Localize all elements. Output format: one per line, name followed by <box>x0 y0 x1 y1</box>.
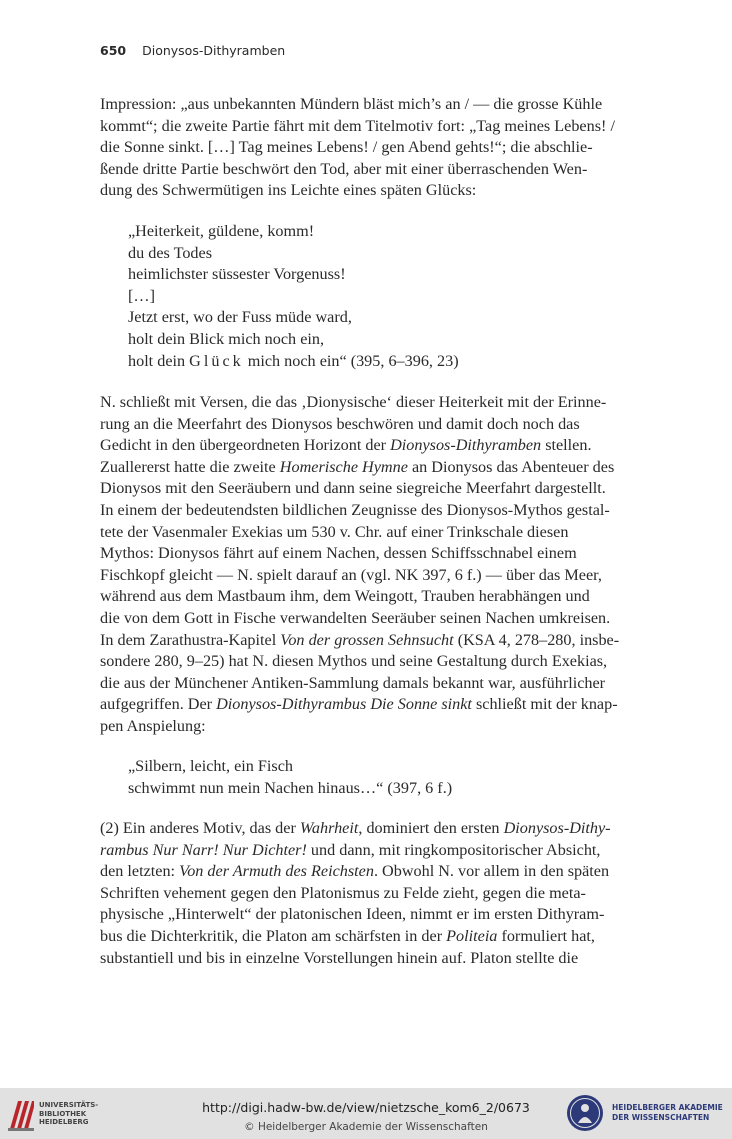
text-segment: In dem Zarathustra-Kapitel <box>100 630 281 649</box>
text-segment: . Obwohl N. vor allem in den späten <box>373 862 610 881</box>
verse-segment: mich noch ein“ (395, 6–396, 23) <box>243 351 459 370</box>
text-segment: aufgegriffen. Der <box>100 695 217 714</box>
academy-name-line: DER WISSENSCHAFTEN <box>612 1113 710 1122</box>
library-name-line: BIBLIOTHEK <box>39 1109 87 1118</box>
italic-title: rambus Nur Narr! Nur Dichter! <box>100 840 307 859</box>
library-name-line: HEIDELBERG <box>39 1118 89 1127</box>
text-segment: bus die Dichterkritik, die Platon am schärfsten in der <box>100 926 447 945</box>
paragraph-3 <box>100 818 648 969</box>
text-line: die Sonne sinkt. […] Tag meines Lebens! / gen Abend gehts!“; die abschlie- <box>100 138 593 157</box>
text-segment: (2) Ein anderes Motiv, das der <box>100 819 300 837</box>
footer-bar <box>0 1088 732 1139</box>
academy-seal-icon <box>566 1094 604 1132</box>
verse-line: heimlichster süssester Vorgenuss! <box>128 265 346 284</box>
academy-logo[interactable] <box>566 1094 723 1132</box>
verse-line <box>128 351 459 373</box>
text-line: N. schließt mit Versen, die das ‚Dionysische‘ dieser Heiterkeit mit der Erinne- <box>100 393 607 411</box>
verse-line: „Heiterkeit, güldene, komm! <box>128 222 315 240</box>
academy-name-line: HEIDELBERGER AKADEMIE <box>612 1103 723 1112</box>
italic-title: Dionysos-Dithyrambus Die Sonne sinkt <box>216 695 472 714</box>
text-segment: formuliert hat, <box>497 926 595 945</box>
text-segment: Gedicht in den übergeordneten Horizont der <box>100 436 391 455</box>
academy-name <box>612 1103 723 1123</box>
text-line: physische „Hinterwelt“ der platonischen Ideen, nimmt er im ersten Dithyram- <box>100 905 605 924</box>
running-title: Dionysos-Dithyramben <box>142 43 286 58</box>
library-name-line: UNIVERSITÄTS- <box>39 1101 99 1110</box>
spaced-word: Glück <box>189 351 244 370</box>
text-line: Schriften vehement gegen den Platonismus zu Felde zieht, gegen die meta- <box>100 883 586 902</box>
text-line: rung an die Meerfahrt des Dionysos beschwören und damit doch noch das <box>100 414 580 433</box>
text-segment: (KSA 4, 278–280, insbe- <box>453 630 620 649</box>
verse-segment: holt dein <box>128 351 190 370</box>
text-segment: den letzten: <box>100 862 180 881</box>
text-line: ßende dritte Partie beschwört den Tod, aber mit einer überraschenden Wen- <box>100 159 588 178</box>
text-line: die von dem Gott in Fische verwandelten Seeräuber seinen Nachen umkreisen. <box>100 608 611 627</box>
italic-title: Dionysos-Dithy- <box>503 819 611 837</box>
verse-line: holt dein Blick mich noch ein, <box>128 329 325 348</box>
text-segment: stellen. <box>541 436 592 455</box>
text-line: Fischkopf gleicht — N. spielt darauf an (vgl. NK 397, 6 f.) — über das Meer, <box>100 565 602 584</box>
text-segment: schließt mit der knap- <box>471 695 618 714</box>
paragraph-1 <box>100 94 648 202</box>
italic-title: Dionysos-Dithyramben <box>390 436 542 455</box>
verse-quote-2 <box>128 756 452 799</box>
source-url-link[interactable]: http://digi.hadw-bw.de/view/nietzsche_kom6_2/0673 <box>202 1100 530 1115</box>
italic-title: Von der grossen Sehnsucht <box>280 630 454 649</box>
italic-title: Politeia <box>446 926 498 945</box>
text-line <box>100 435 648 457</box>
text-line: substantiell und bis in einzelne Vorstellungen hinein auf. Platon stellte die <box>100 948 579 967</box>
text-line <box>100 861 648 883</box>
italic-term: Wahrheit <box>299 819 359 837</box>
text-line <box>100 630 648 652</box>
copyright-notice: © Heidelberger Akademie der Wissenschaften <box>244 1121 488 1133</box>
text-line: Mythos: Dionysos fährt auf einem Nachen, dessen Schiffsschnabel einem <box>100 544 577 563</box>
page-number: 650 <box>100 43 127 58</box>
italic-title: Von der Armuth des Reichsten <box>179 862 374 881</box>
text-line <box>100 926 648 948</box>
text-line: In einem der bedeutendsten bildlichen Zeugnisse des Dionysos-Mythos gestal- <box>100 500 610 519</box>
text-line: Dionysos mit den Seeräubern und dann seine siegreiche Meerfahrt dargestellt. <box>100 479 606 498</box>
text-segment: , dominiert den ersten <box>358 819 504 837</box>
text-line: die aus der Münchener Antiken-Sammlung damals bekannt war, ausführlicher <box>100 673 606 692</box>
text-line <box>100 694 648 716</box>
text-line: sondere 280, 9–25) hat N. diesen Mythos und seine Gestaltung durch Exekias, <box>100 652 608 671</box>
text-line: während aus dem Mastbaum ihm, dem Weingott, Trauben herabhängen und <box>100 587 590 606</box>
text-line: tete der Vasenmaler Exekias um 530 v. Chr. auf einer Trinkschale diesen <box>100 522 569 541</box>
verse-line: „Silbern, leicht, ein Fisch <box>128 757 293 775</box>
text-line: kommt“; die zweite Partie fährt mit dem Titelmotiv fort: „Tag meines Lebens! / <box>100 116 615 135</box>
text-segment: und dann, mit ringkompositorischer Absicht, <box>306 840 601 859</box>
verse-line: Jetzt erst, wo der Fuss müde ward, <box>128 308 352 327</box>
page-header <box>100 43 285 58</box>
text-line: dung des Schwermütigen ins Leichte eines späten Glücks: <box>100 181 477 200</box>
text-line <box>100 840 648 862</box>
verse-line: […] <box>128 286 155 305</box>
text-segment: Zuallererst hatte die zweite <box>100 457 280 476</box>
text-line: pen Anspielung: <box>100 716 206 735</box>
text-line: Impression: „aus unbekannten Mündern bläst mich’s an / — die grosse Kühle <box>100 95 603 113</box>
text-line <box>100 457 648 479</box>
verse-line: schwimmt nun mein Nachen hinaus…“ (397, 6 f.) <box>128 778 453 797</box>
italic-title: Homerische Hymne <box>279 457 408 476</box>
verse-quote-1 <box>128 221 459 372</box>
text-line <box>100 818 648 840</box>
text-segment: an Dionysos das Abenteuer des <box>407 457 615 476</box>
paragraph-2 <box>100 392 648 738</box>
verse-line: du des Todes <box>128 243 212 262</box>
